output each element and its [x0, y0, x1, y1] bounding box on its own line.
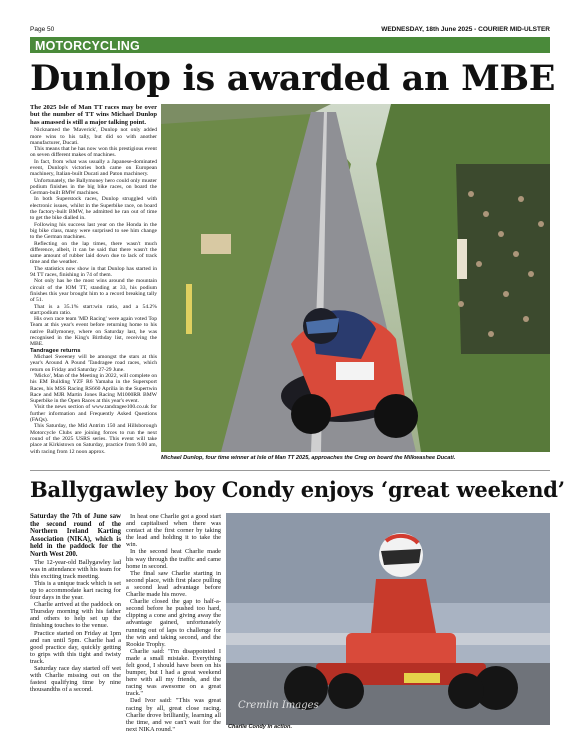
- paragraph: In both Superstock races, Dunlop struggled with electronic issues, whilst in the Superbike race, on board the factory-built BMW, he admitted he ran out of time to get the bike dialled in.: [30, 196, 157, 222]
- paragraph: In fact, from what was usually a Japanese-dominated event, Dunlop's victories both came on European machinery, Italian-built Ducati and Paton machinery.: [30, 158, 157, 178]
- article1-body: [30, 104, 157, 474]
- paragraph: The statistics now show in that Dunlop has started in 94 TT races, finishing in 74 of them.: [30, 265, 157, 279]
- dateline: WEDNESDAY, 18th June 2025 - COURIER MID-ULSTER: [381, 25, 550, 33]
- section-band: [30, 37, 550, 53]
- paragraph: Saturday race day started off wet with Charlie missing out on the fastest qualifying time by nine thousandths of a second.: [30, 664, 121, 694]
- paragraph: His own race team 'MD Racing' were again voted Top Team at this year's event before returning home to his native Ballymoney, where on Saturday last, he was recognised in the King's Birthday list, receiving the MBE.: [30, 316, 157, 348]
- paragraph: The final saw Charlie starting in second place, with first place pulling a second lead advantage before Charlie made his move.: [126, 569, 221, 599]
- article1-lead: The 2025 Isle of Man TT races may be over but the number of TT wins Michael Dunlop has amassed is still a major talking point.: [30, 104, 157, 126]
- paragraph: Nicknamed the 'Maverick', Dunlop not only added more wins to his tally, but did so with another manufacturer, Ducati.: [30, 127, 157, 146]
- paragraph: Charlie said: "I'm disappointed I made a small mistake. Everything felt good, I should have been on his bumper, but I had a great weekend here with all my friends, and the racing was awesome on a great track.": [126, 647, 221, 698]
- karting-photo: [226, 513, 550, 725]
- paragraph: Charlie closed the gap to half-a-second before he pushed too hard, clipping a cone and giving away the advantage gained, unfortunately running out of laps to challenge for the win and taking second, and the Rookie Trophy.: [126, 598, 221, 648]
- paragraph: Michael Sweeney will be amongst the stars at this year's Around A Pound 'Tandragee road races, which return on Friday and Saturday 27-29 June.: [30, 354, 157, 373]
- page-header: [30, 24, 550, 34]
- section-divider: [30, 470, 550, 471]
- page-number: Page 50: [30, 25, 55, 33]
- photo-caption-condy: Charlie Condy in action.: [228, 724, 293, 730]
- paragraph: The 12-year-old Ballygawley lad was in attendance with his team for this exciting track meeting.: [30, 558, 121, 580]
- headline-main: Dunlop is awarded an MBE: [30, 58, 556, 99]
- paragraph: Unfortunately, the Ballymoney hero could only muster podium finishes in the big bike races, on board the German-built BMW machines.: [30, 177, 157, 197]
- paragraph: That is a 35.1% start:win ratio, and a 54.2% start:podium ratio.: [30, 303, 157, 316]
- paragraph: This is a unique track which is set up to accommodate kart racing for four days in the year.: [30, 579, 121, 602]
- photo-caption-dunlop: Michael Dunlop, four time winner at Isle of Man TT 2025, approaches the Creg on board the Milkwashee Ducati.: [161, 455, 456, 461]
- paragraph: Charlie arrived at the paddock on Thursday morning with his father and others to help set up the finishing touches to the venue.: [30, 601, 121, 630]
- paragraph: In heat one Charlie got a good start and capitalised when there was contact at the first corner by taking the lead and holding it to take the win.: [126, 513, 221, 549]
- motorcycle-photo: [161, 104, 550, 452]
- paragraph: This Saturday, the Mid Antrim 150 and Hillsborough Motorcycle Clubs are joining forces to run the next round of the 2025 USRS series. This event will take place at Kirkistown on Saturday, practice from 9.00 am, with racing from 12 noon approx.: [30, 423, 157, 455]
- photo-watermark: Cremlin Images: [238, 700, 319, 711]
- karting-photo-art: [226, 513, 550, 725]
- paragraph: Following his success last year on the Honda in the big bike class, many were surprised to see him change to the German machines.: [30, 221, 157, 241]
- article2-lead: Saturday the 7th of June saw the second round of the Northern Ireland Karting Association (NIKA), which is held in the paddock for the North West 200.: [30, 513, 121, 558]
- article2-body-col1: [30, 513, 121, 728]
- paragraph: Reflecting on the lap times, there wasn't much difference, albeit, it can be said that there wasn't the same amount of rubber laid down due to lack of track time and the weather.: [30, 240, 157, 266]
- paragraph: Visit the news section of www.tandragee100.co.uk for further information and Frequently Asked Questions (FAQs).: [30, 404, 157, 424]
- paragraph: Dad Ivor said: "This was great racing by all, great close racing. Charlie drove brilliantly, learning all the time, and we can't wait for the next NIKA round.": [126, 697, 221, 733]
- paragraph: This means that he has now won this prestigious event on seven different makes of machines.: [30, 146, 157, 159]
- section-label: MOTORCYCLING: [35, 39, 140, 53]
- headline-secondary: Ballygawley boy Condy enjoys ‘great weekend’: [30, 477, 565, 502]
- paragraph: Practice started on Friday at 1pm and ran until 5pm. Charlie had a good practice day, quickly getting to grips with this tight and twisty track.: [30, 629, 121, 665]
- paragraph: Not only has he the most wins around the mountain circuit of the IOM TT, standing at 33, his podium finishes this year brought him to a record breaking tally of 51.: [30, 278, 157, 304]
- article2-body-col2: [126, 513, 221, 733]
- subheading: Tandragee returns: [30, 347, 81, 354]
- motorcycle-photo-art: [161, 104, 550, 452]
- paragraph: 'Micko', Man of the Meeting in 2022, will complete on his EM Building YZF R6 Yamaha in the Supersport Races, his MSS Racing RS660 Aprilia in the Supertwin Race and MJR Martin Jones Racing M1000RR BMW Superbike in the Open Races at this year's event.: [30, 373, 157, 405]
- paragraph: In the second heat Charlie made his way through the traffic and came home in second.: [126, 548, 221, 570]
